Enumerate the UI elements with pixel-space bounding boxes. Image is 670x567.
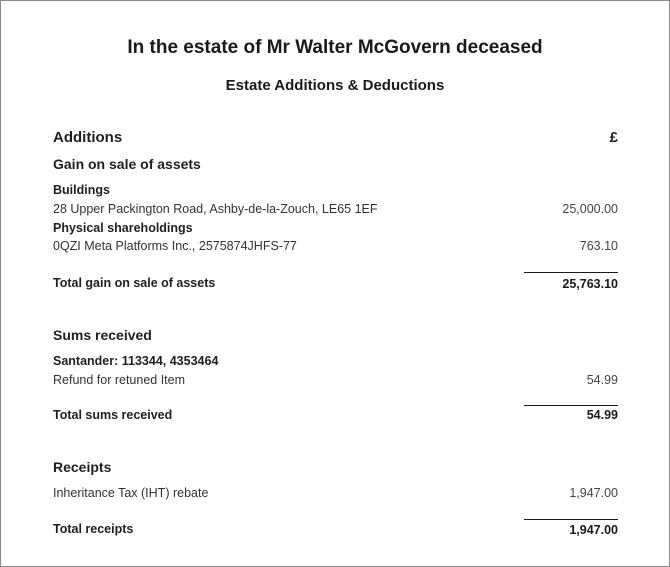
total-rule — [524, 272, 618, 273]
gain-on-sale-heading: Gain on sale of assets — [53, 156, 201, 172]
sums-received-heading: Sums received — [53, 327, 152, 343]
group-label-buildings: Buildings — [53, 183, 110, 197]
total-receipts-label: Total receipts — [53, 522, 134, 536]
document-title: In the estate of Mr Walter McGovern deceased — [127, 37, 543, 58]
total-receipts-amount: 1,947.00 — [569, 523, 618, 537]
line-item-amount: 25,000.00 — [562, 202, 618, 216]
line-item-description: 0QZI Meta Platforms Inc., 2575874JHFS-77 — [53, 239, 297, 253]
group-label-santander: Santander: 113344, 4353464 — [53, 354, 219, 368]
currency-label: £ — [609, 129, 618, 146]
total-sums-received-label: Total sums received — [53, 408, 173, 422]
line-item-amount: 1,947.00 — [569, 486, 618, 500]
total-gain-on-sale-amount: 25,763.10 — [562, 277, 618, 291]
line-item-amount: 54.99 — [586, 373, 618, 387]
line-item-amount: 763.10 — [579, 239, 618, 253]
total-gain-on-sale-label: Total gain on sale of assets — [53, 276, 216, 290]
line-item-description: Refund for retuned Item — [53, 373, 186, 387]
total-sums-received-amount: 54.99 — [586, 408, 618, 422]
line-item-description: Inheritance Tax (IHT) rebate — [53, 486, 209, 500]
receipts-heading: Receipts — [53, 459, 112, 475]
total-rule — [524, 519, 618, 520]
line-item-description: 28 Upper Packington Road, Ashby-de-la-Zouch, LE65 1EF — [53, 202, 378, 216]
additions-heading: Additions — [53, 129, 123, 146]
document-subtitle: Estate Additions & Deductions — [225, 77, 445, 94]
group-label-physical-shareholdings: Physical shareholdings — [53, 221, 193, 235]
total-rule — [524, 405, 618, 406]
